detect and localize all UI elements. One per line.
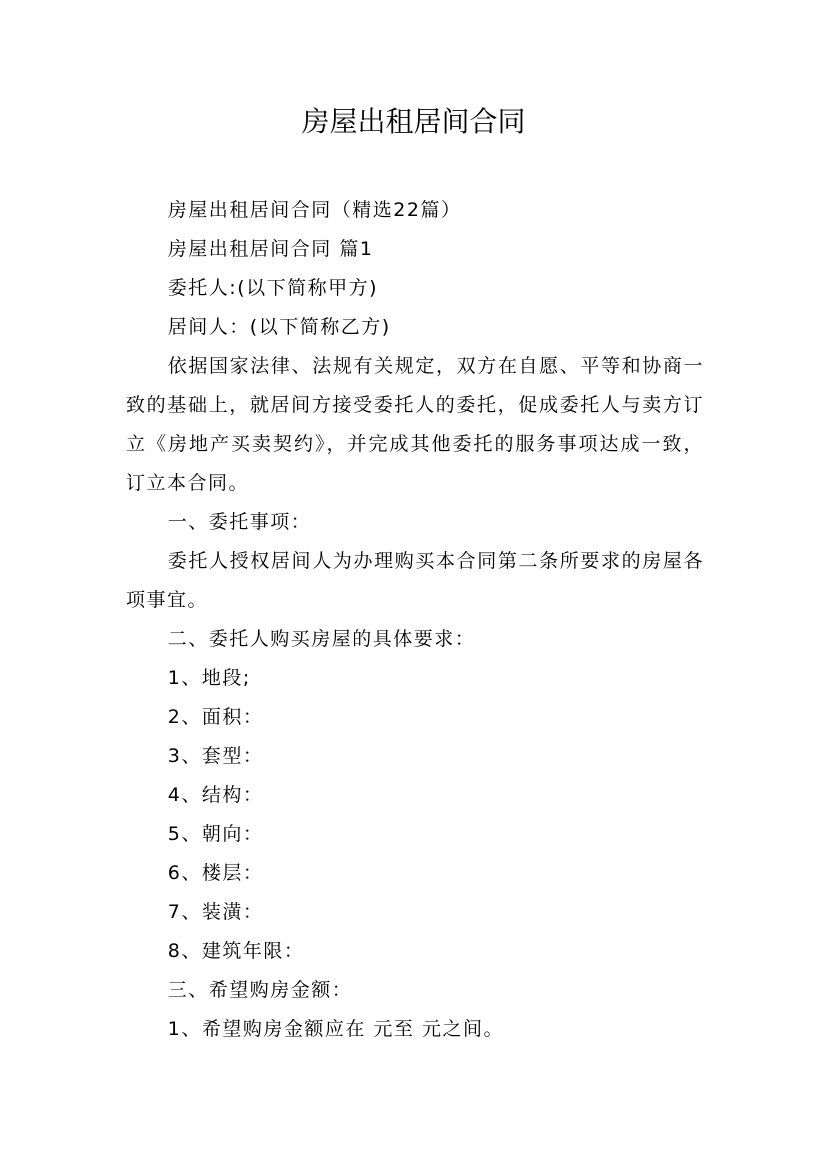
paragraph-preamble: 依据国家法律、法规有关规定，双方在自愿、平等和协商一致的基础上，就居间方接受委托人的委托，促成委托人与卖方订立《房地产买卖契约》，并完成其他委托的服务事项达成一致，订立本合同。 [126, 355, 704, 494]
paragraph-item-decoration: 7、装潢： [167, 901, 264, 923]
paragraph-subtitle: 房屋出租居间合同（精选22篇） [167, 199, 462, 221]
paragraph-clause-1-body: 委托人授权居间人为办理购买本合同第二条所要求的房屋各项事宜。 [126, 550, 704, 611]
document-title: 房屋出租居间合同 [301, 105, 526, 138]
paragraph-item-price-range: 1、希望购房金额应在 元至 元之间。 [167, 1018, 504, 1040]
paragraph-section-heading: 房屋出租居间合同 篇1 [167, 238, 374, 260]
paragraph-party-b: 居间人：(以下简称乙方) [167, 316, 391, 338]
paragraph-clause-3-heading: 三、希望购房金额： [167, 979, 353, 1001]
paragraph-item-floor: 6、楼层： [167, 862, 264, 884]
document-body [126, 191, 704, 1049]
paragraph-clause-1-heading: 一、委托事项： [167, 511, 312, 533]
paragraph-item-structure: 4、结构： [167, 784, 264, 806]
paragraph-item-building-age: 8、建筑年限： [167, 940, 305, 962]
paragraph-item-location: 1、地段; [167, 667, 251, 689]
paragraph-item-layout: 3、套型： [167, 745, 264, 767]
paragraph-item-area: 2、面积： [167, 706, 264, 728]
paragraph-clause-2-heading: 二、委托人购买房屋的具体要求： [167, 628, 476, 650]
paragraph-item-orientation: 5、朝向： [167, 823, 264, 845]
paragraph-party-a: 委托人:(以下简称甲方) [167, 277, 379, 299]
